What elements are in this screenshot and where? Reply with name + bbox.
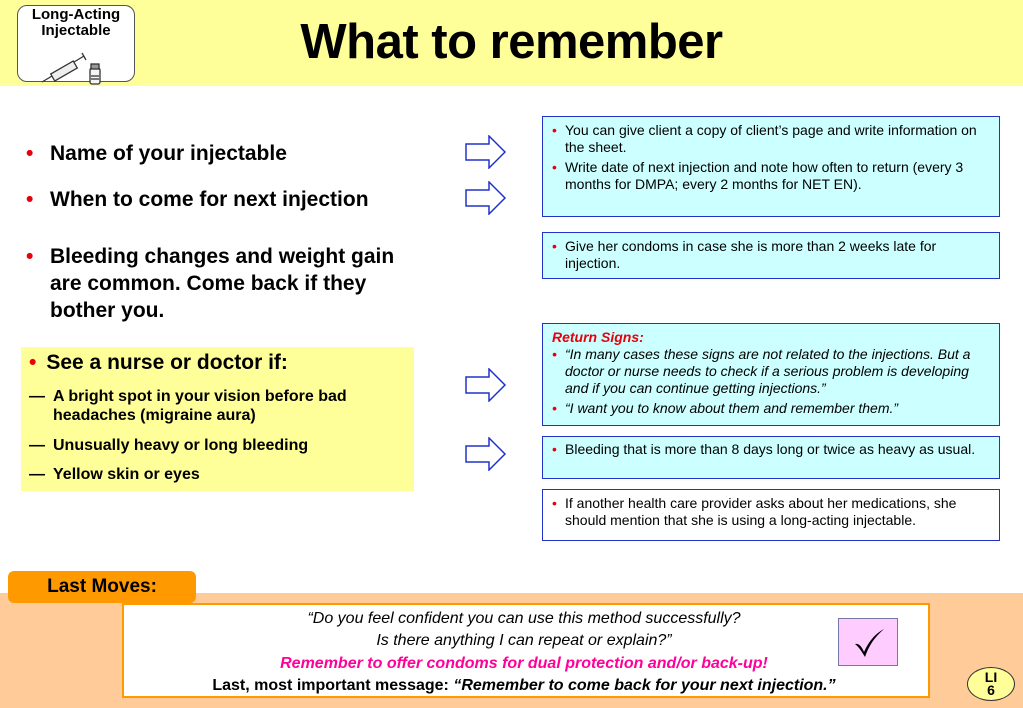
bullet-dot: • — [29, 351, 37, 374]
bullet-dot: • — [26, 188, 34, 211]
bullet-dot: • — [26, 142, 34, 165]
bullet-text: Bleeding changes and weight gain are common. Come back if they bother you. — [50, 245, 395, 322]
page-code-badge — [967, 667, 1015, 701]
nurse-item-text: A bright spot in your vision before bad headaches (migraine aura) — [53, 388, 347, 424]
dash-mark: — — [29, 388, 45, 405]
dash-mark: — — [29, 466, 45, 483]
info-item-text: Give her condoms in case she is more than 2 weeks late for injection. — [565, 238, 937, 271]
bullet-dot: • — [552, 400, 557, 416]
page-code-line-2: 6 — [987, 682, 995, 698]
bullet-bleeding-changes — [26, 243, 418, 324]
right-arrow-icon — [465, 437, 507, 471]
bullet-text: Name of your injectable — [50, 142, 287, 165]
info-item — [552, 495, 991, 529]
bullet-dot: • — [552, 495, 557, 511]
checkmark-box — [838, 618, 898, 666]
final-message-quote: “Remember to come back for your next injection.” — [453, 677, 836, 694]
bullet-next-injection — [26, 186, 426, 213]
info-item — [552, 441, 991, 458]
last-moves-label: Last Moves: — [47, 576, 157, 597]
bullet-dot: • — [552, 159, 557, 175]
info-item-text: You can give client a copy of client’s page and write information on the sheet. — [565, 122, 977, 155]
badge-line-2: Injectable — [41, 22, 111, 39]
bullet-dot: • — [552, 346, 557, 362]
right-arrow-icon — [465, 368, 507, 402]
badge-line-1: Long-Acting — [31, 6, 121, 23]
right-arrow-icon — [465, 181, 507, 215]
bullet-injectable-name — [26, 140, 426, 167]
bullet-dot: • — [26, 245, 34, 268]
info-item-text: If another health care provider asks about her medications, she should mention that she is using a long-acting injectable. — [565, 495, 957, 528]
question-line-1: “Do you feel confident you can use this method successfully? — [307, 610, 741, 627]
info-item — [552, 238, 991, 272]
info-item-text: “I want you to know about them and remember them.” — [565, 400, 899, 416]
bullet-dot: • — [552, 441, 557, 457]
client-copy-box — [542, 116, 1000, 217]
info-item-text: Bleeding that is more than 8 days long or twice as heavy as usual. — [565, 441, 976, 457]
see-nurse-heading — [29, 351, 288, 375]
page-code-line-1: LI — [984, 669, 998, 685]
return-signs-box — [542, 323, 1000, 426]
info-item — [552, 159, 991, 193]
question-line-2: Is there anything I can repeat or explain?” — [376, 632, 672, 649]
nurse-item-yellow-skin — [29, 465, 409, 484]
last-moves-tab — [8, 571, 196, 603]
nurse-item-text: Unusually heavy or long bleeding — [53, 437, 309, 454]
page-title: What to remember — [300, 15, 723, 69]
see-nurse-box — [21, 347, 414, 491]
nurse-item-bleeding — [29, 436, 409, 455]
other-provider-box — [542, 489, 1000, 541]
nurse-item-migraine — [29, 387, 409, 425]
info-item-text: “In many cases these signs are not related to the injections. But a doctor or nurse needs to check if a serious problem is developing and if you can continue getting injections.” — [565, 346, 971, 396]
bullet-dot: • — [552, 238, 557, 254]
info-item — [552, 400, 991, 417]
return-signs-heading: Return Signs: — [552, 329, 644, 345]
final-questions-box — [122, 603, 930, 698]
bleeding-box — [542, 436, 1000, 479]
final-message-prefix: Last, most important message: — [212, 677, 454, 694]
info-item-text: Write date of next injection and note how often to return (every 3 months for DMPA; every 2 months for NET EN). — [565, 159, 964, 192]
right-arrow-icon — [465, 135, 507, 169]
condoms-box — [542, 232, 1000, 279]
see-nurse-heading-text: See a nurse or doctor if: — [46, 351, 288, 374]
nurse-item-text: Yellow skin or eyes — [53, 466, 200, 483]
bullet-dot: • — [552, 122, 557, 138]
dash-mark: — — [29, 437, 45, 454]
info-item — [552, 122, 991, 156]
condoms-reminder: Remember to offer condoms for dual protection and/or back-up! — [280, 655, 768, 672]
info-item — [552, 346, 991, 397]
bullet-text: When to come for next injection — [50, 188, 369, 211]
checkmark-icon — [853, 628, 885, 658]
final-message — [124, 676, 924, 696]
